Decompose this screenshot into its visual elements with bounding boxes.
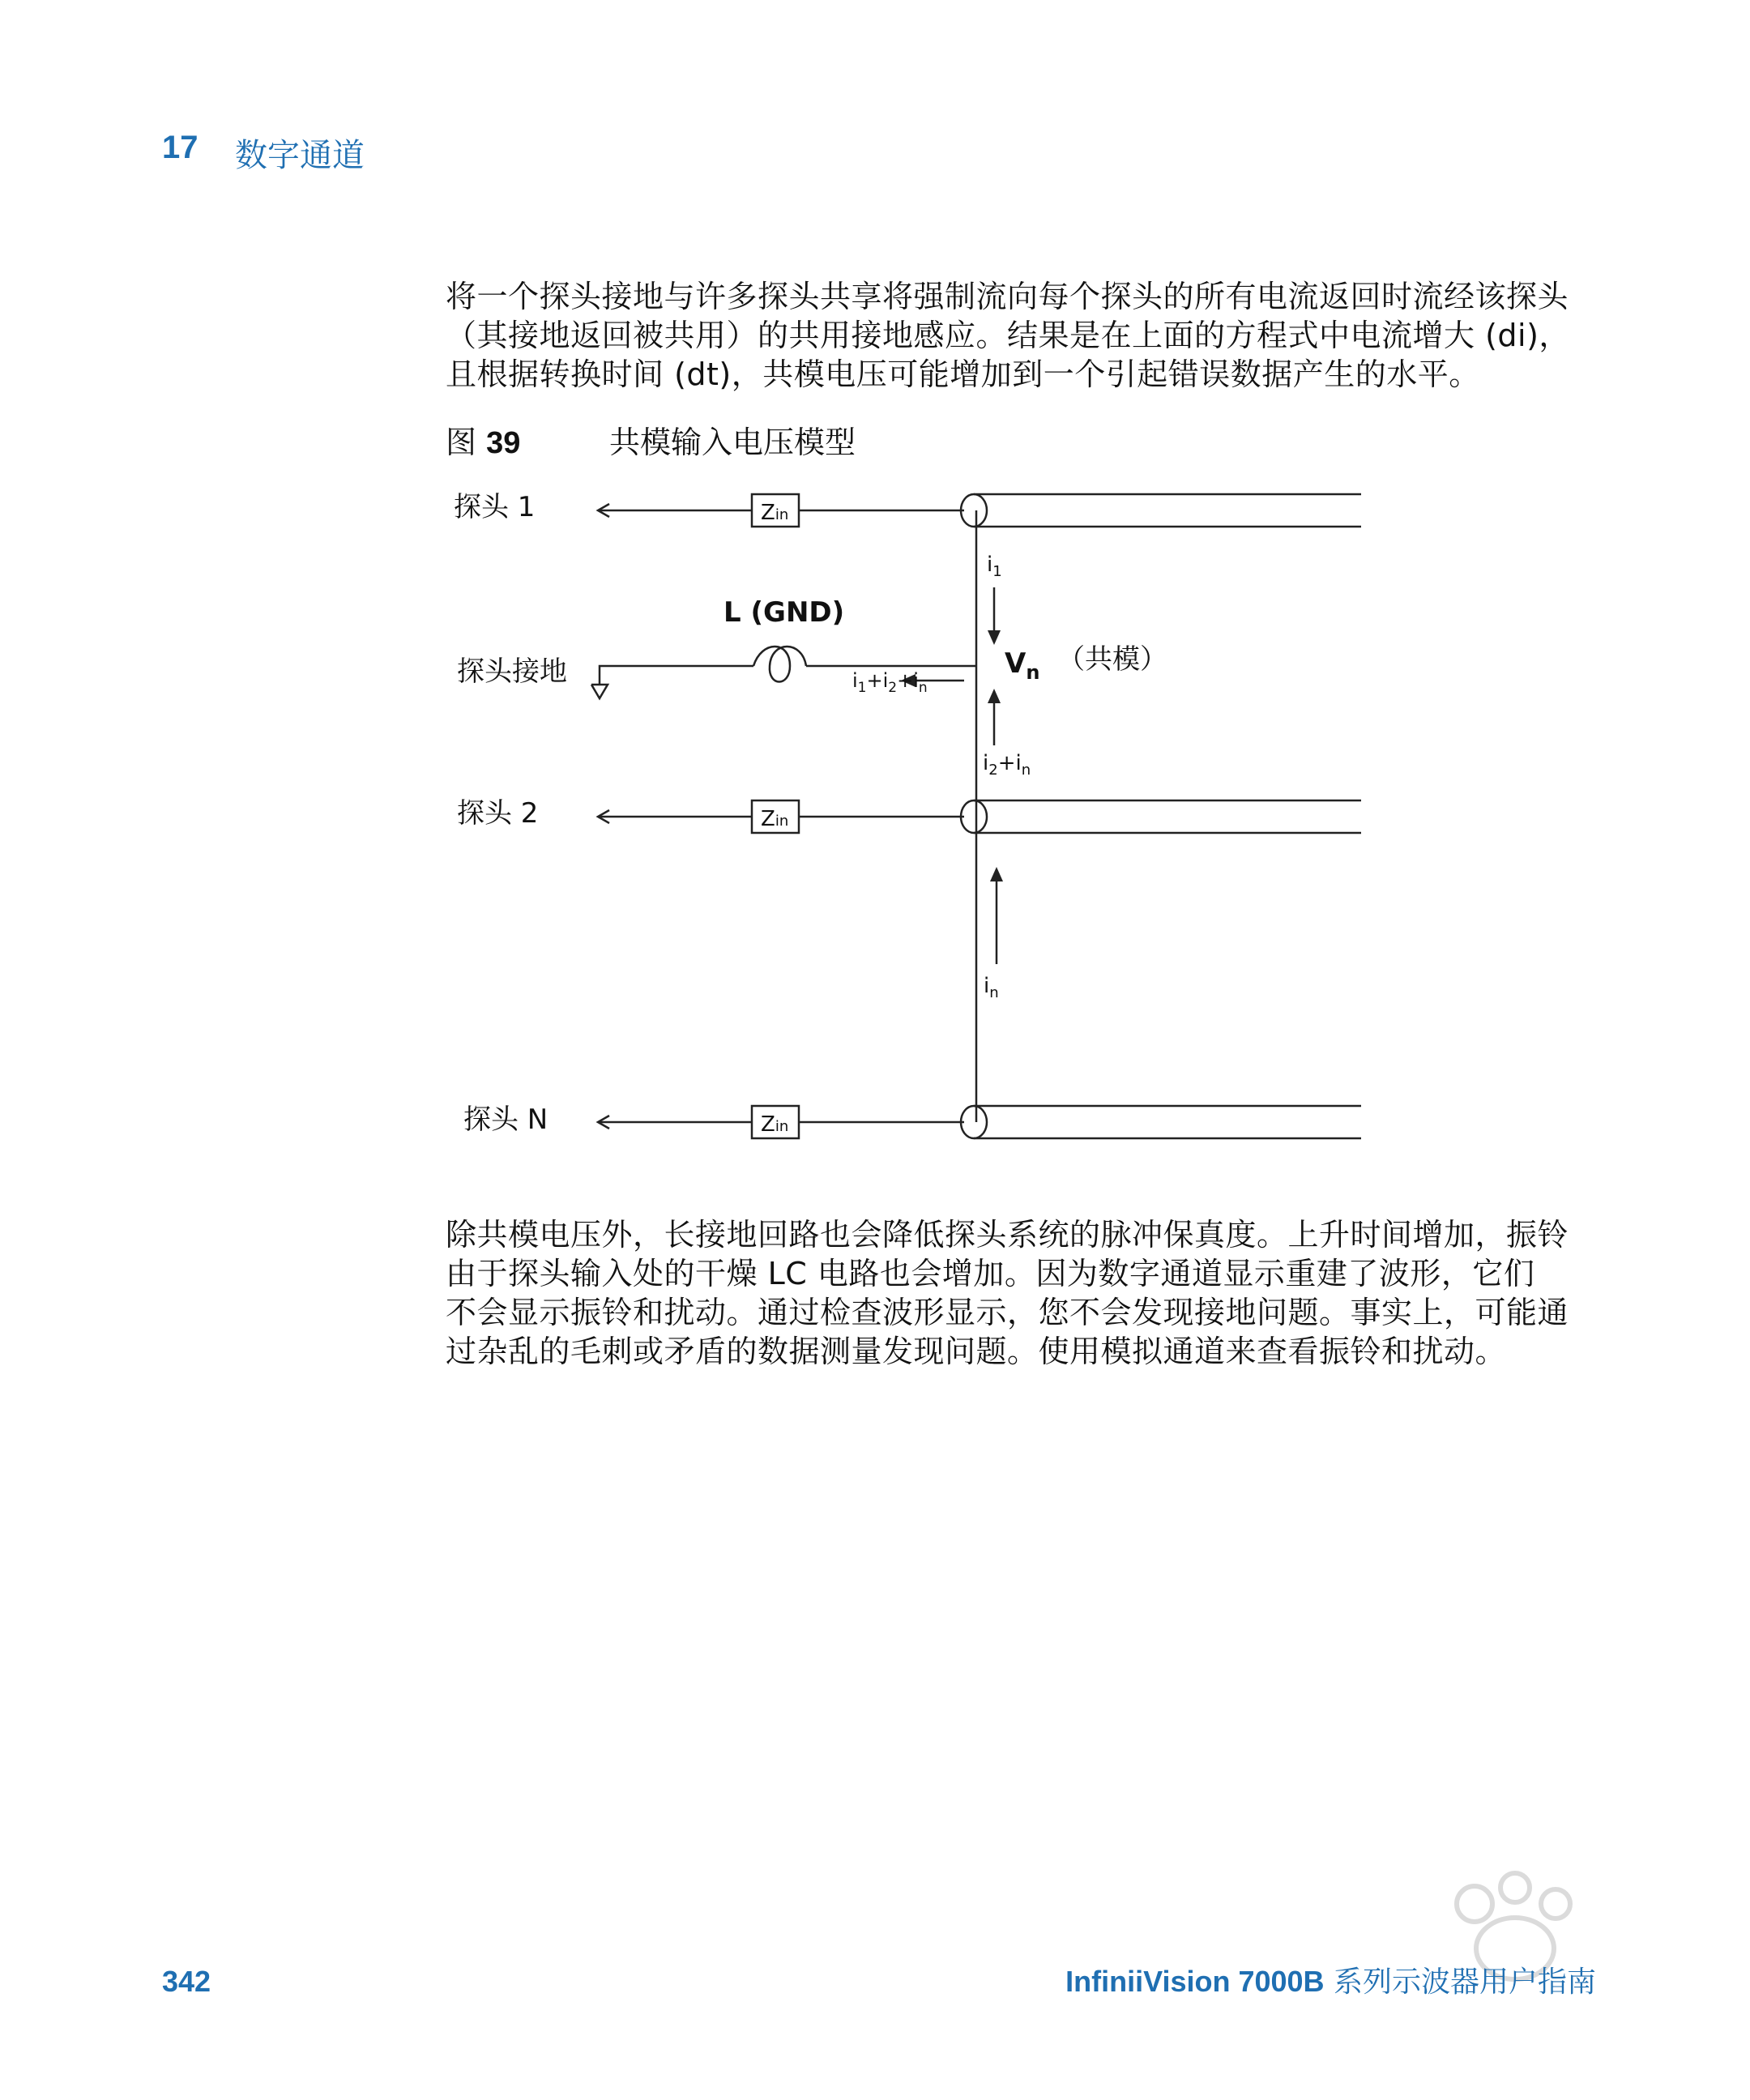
- paragraph-line: 不会显示振铃和扰动。通过检查波形显示，您不会发现接地问题。事实上，可能通: [446, 1295, 1569, 1330]
- inductor-coil-icon: [753, 647, 806, 682]
- footer-guide-title: [1065, 1962, 1596, 2001]
- current-sum-label: $i_1+i_2+i_n$: [852, 669, 928, 696]
- arrow-down-icon: [988, 630, 1001, 645]
- probe1-label: 探头 1: [454, 491, 536, 523]
- product-name: InfiniiVision 7000B: [1065, 1965, 1325, 1998]
- current-in-label: $i_n$: [984, 974, 999, 1001]
- figure-label-number: 39: [486, 426, 521, 460]
- zin-label: Zin: [761, 501, 789, 525]
- arrow-up-icon: [990, 867, 1003, 881]
- guide-title: 系列示波器用户指南: [1324, 1966, 1596, 1999]
- probe2-label: 探头 2: [457, 797, 539, 830]
- current-i2n-label: $i_2+i_n$: [983, 751, 1031, 779]
- ground-wire-left: [600, 666, 753, 685]
- chapter-title: 数字通道: [235, 137, 365, 174]
- page-number: 342: [162, 1965, 211, 1998]
- zin-label: Zin: [761, 1112, 789, 1137]
- paragraph-line: 将一个探头接地与许多探头共享将强制流向每个探头的所有电流返回时流经该探头: [446, 279, 1569, 314]
- zin-label: Zin: [761, 807, 789, 831]
- probe2-coax-end: [961, 800, 987, 833]
- inductor-label: L (GND): [723, 596, 845, 629]
- paragraph-line: 由于探头输入处的干燥 LC 电路也会增加。因为数字通道显示重建了波形，它们: [446, 1256, 1535, 1291]
- probe-ground-label: 探头接地: [457, 655, 567, 688]
- paragraph-ringing: [446, 1215, 1596, 1371]
- vn-common-mode-note: （共模）: [1057, 643, 1167, 676]
- probeN-label: 探头 N: [463, 1103, 548, 1136]
- arrow-up-icon: [988, 689, 1001, 703]
- figure-title: 共模输入电压模型: [609, 425, 856, 460]
- probeN-coax-end: [961, 1106, 987, 1138]
- paragraph-line: 除共模电压外，长接地回路也会降低探头系统的脉冲保真度。上升时间增加，振铃: [446, 1217, 1569, 1253]
- probe1-coax-end: [961, 494, 987, 527]
- paragraph-line: 且根据转换时间 (dt)，共模电压可能增加到一个引起错误数据产生的水平。: [446, 356, 1480, 392]
- paragraph-line: （其接地返回被共用）的共用接地感应。结果是在上面的方程式中电流增大 (di)，: [446, 318, 1570, 353]
- baidu-watermark-logo: [1248, 1855, 1669, 2050]
- paragraph-line: 过杂乱的毛刺或矛盾的数据测量发现问题。使用模拟通道来查看振铃和扰动。: [446, 1334, 1507, 1369]
- current-i1-label: $i_1$: [987, 553, 1002, 580]
- ground-symbol-icon: [591, 685, 608, 698]
- figure-label-prefix: 图: [446, 425, 477, 460]
- chapter-number: 17: [162, 130, 198, 165]
- vn-label: $V_n$: [1005, 647, 1040, 684]
